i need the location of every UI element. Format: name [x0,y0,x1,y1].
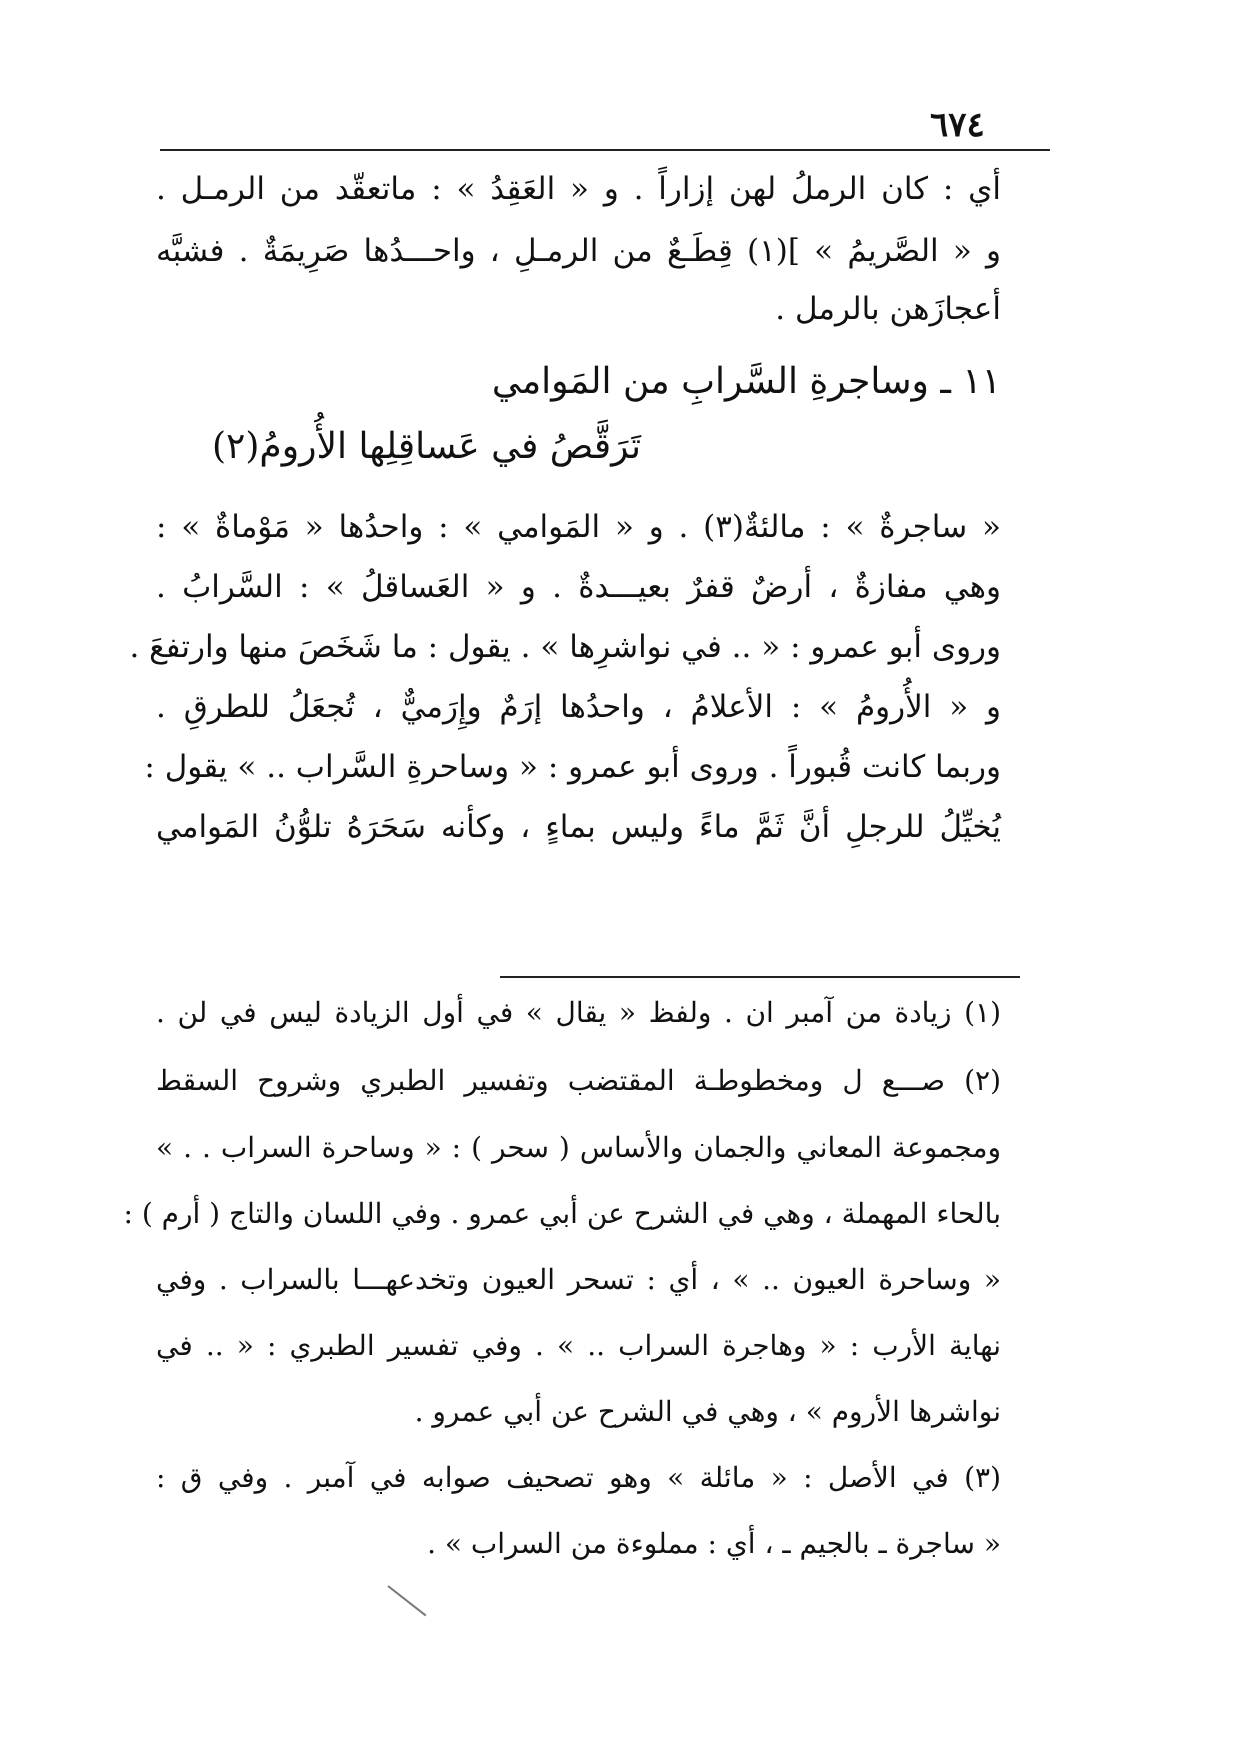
header-rule [160,149,1050,151]
commentary-line: و « الصَّريمُ » ](١) قِطَـعٌ من الرمـلِ ، واحـــدُها صَرِيمَةٌ . فشبَّه [156,233,1002,269]
footnote-line: « وساحرة العيون .. » ، أي : تسحر العيون وتخدعهـــا بالسراب . وفي [156,1263,1001,1296]
footnote-line: بالحاء المهملة ، وهي في الشرح عن أبي عمرو . وفي اللسان والتاج ( أرم ) : [123,1197,1001,1230]
verse-line-2: تَرَقَّصُ في عَساقِلِها الأُرومُ(٢) [211,426,641,467]
footnote-line: نواشرها الأروم » ، وهي في الشرح عن أبي عمرو . [414,1395,1001,1428]
footnote-rule [500,976,1020,978]
verse-line-1: ١١ ـ وساجرةِ السَّرابِ من المَوامي [491,361,1001,402]
commentary-line: وهي مفازةٌ ، أرضٌ قفرٌ بعيـــدةٌ . و « العَساقلُ » : السَّرابُ . [156,569,1001,605]
commentary-line: و « الأُرومُ » : الأعلامُ ، واحدُها إرَمٌ وإِرَميٌّ ، تُجعَلُ للطرقِ . [156,689,1001,725]
commentary-line: وروى أبو عمرو : « .. في نواشرِها » . يقول : ما شَخَصَ منها وارتفعَ . [129,629,1001,665]
page-number: ٦٧٤ [930,105,985,145]
footnote-line: (٢) صـــع ل ومخطوطـة المقتضب وتفسير الطبري وشروح السقط [156,1064,1001,1097]
footnote-line: (١) زيادة من آمبر ان . ولفظ « يقال » في أول الزيادة ليس في لن . [156,996,1001,1029]
commentary-line: يُخيِّلُ للرجلِ أنَّ ثَمَّ ماءً وليس بماءٍ ، وكأنه سَحَرَهُ تلوُّنُ المَوامي [156,809,1001,845]
commentary-line: أعجازَهن بالرمل . [775,291,1001,327]
stray-mark [387,1585,426,1616]
commentary-line: « ساجرةٌ » : مالئةٌ(٣) . و « المَوامي » : واحدُها « مَوْماةٌ » : [156,509,1001,545]
footnote-line: نهاية الأرب : « وهاجرة السراب .. » . وفي تفسير الطبري : « .. في [156,1329,1001,1362]
footnote-line: « ساجرة ـ بالجيم ـ ، أي : مملوءة من السراب » . [427,1527,1001,1560]
footnote-line: ومجموعة المعاني والجمان والأساس ( سحر ) : « وساحرة السراب . . » [156,1131,1001,1164]
commentary-line: وربما كانت قُبوراً . وروى أبو عمرو : « وساحرةِ السَّراب .. » يقول : [144,749,1001,785]
commentary-line: أي : كان الرملُ لهن إزاراً . و « العَقِدُ » : ماتعقّد من الرمـل . [156,171,1001,207]
footnote-line: (٣) في الأصل : « مائلة » وهو تصحيف صوابه في آمبر . وفي ق : [156,1461,1001,1494]
